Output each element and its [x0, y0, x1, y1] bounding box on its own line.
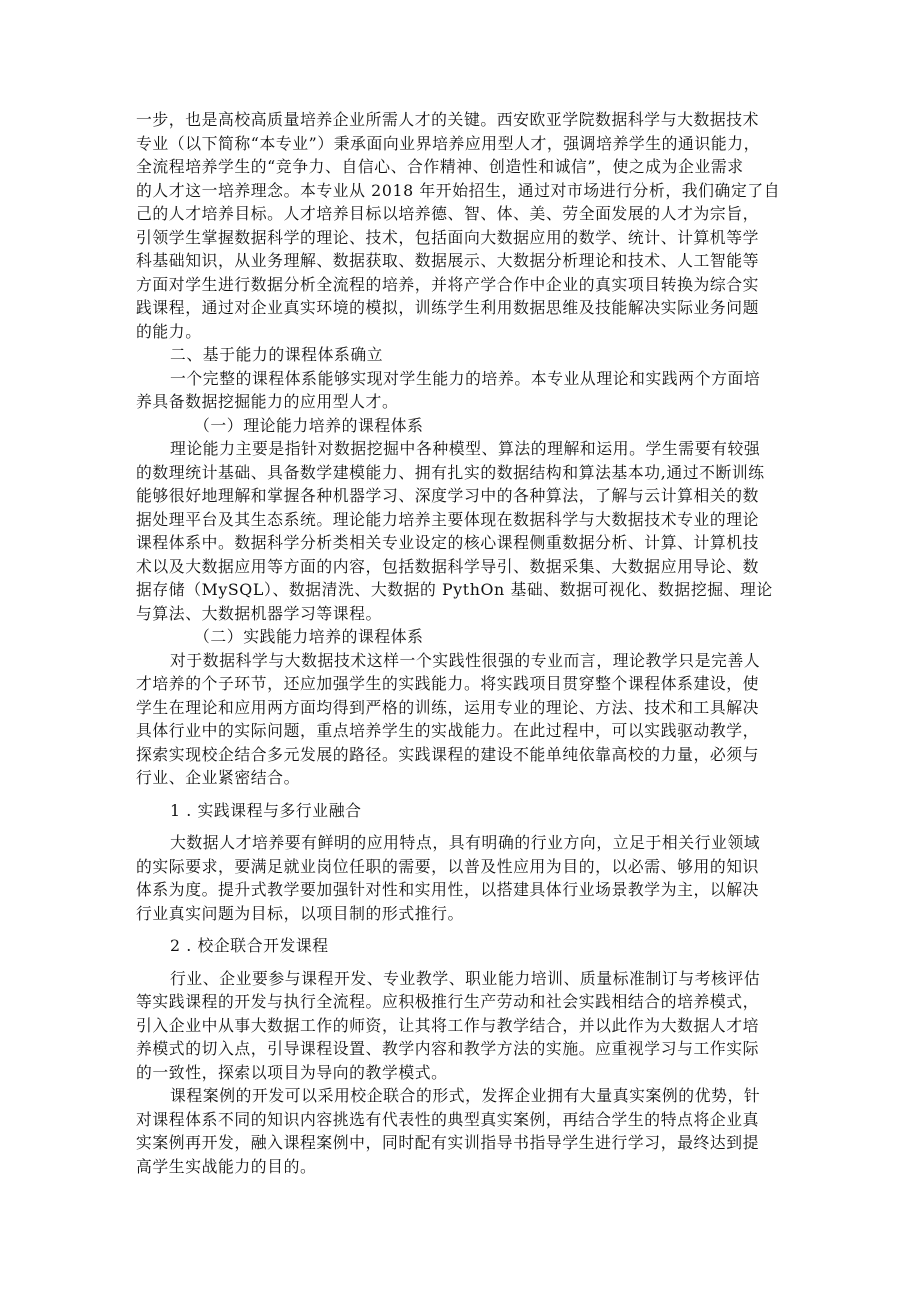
text-line: 大数据人才培养要有鲜明的应用特点，具有明确的行业方向，立足于相关行业领域	[170, 833, 761, 852]
text-line: 学生在理论和应用两方面均得到严格的训练，运用专业的理论、方法、技术和工具解决	[136, 697, 760, 717]
text-line: 的能力。	[136, 321, 202, 341]
text-line: 术以及大数据应用等方面的内容，包括数据科学导引、数据采集、大数据应用导论、数	[136, 556, 760, 576]
text-line: 二、基于能力的课程体系确立	[170, 345, 384, 364]
text-line: 科基础知识，从业务理解、数据获取、数据展示、大数据分析理论和技术、人工智能等	[136, 251, 760, 270]
text-line: 养具备数据挖掘能力的应用型人才。	[136, 392, 399, 411]
text-line: 行业、企业要参与课程开发、专业教学、职业能力培训、质量标准制订与考核评估	[170, 968, 761, 988]
text-line: 对课程体系不同的知识内容挑选有代表性的典型真实案例，再结合学生的特点将企业真	[136, 1109, 760, 1129]
text-line: 课程体系中。数据科学分析类相关专业设定的核心课程侧重数据分析、计算、计算机技	[136, 533, 760, 552]
text-line: 一步，也是高校高质量培养企业所需人才的关键。西安欧亚学院数据科学与大数据技术	[136, 110, 760, 129]
text-line: （一）理论能力培养的课程体系	[194, 415, 424, 435]
text-line: 具体行业中的实际问题，重点培养学生的实战能力。在此过程中，可以实践驱动教学，	[136, 721, 760, 740]
text-line: 引入企业中从事大数据工作的师资，让其将工作与教学结合，并以此作为大数据人才培	[136, 1015, 760, 1035]
text-line: 专业（以下简称“本专业”）秉承面向业界培养应用型人才，强调培养学生的通识能力，	[136, 133, 761, 153]
text-line: 全流程培养学生的“竞争力、自信心、合作精神、创造性和诚信”，使之成为企业需求	[136, 157, 744, 176]
text-line: （二）实践能力培养的课程体系	[194, 627, 424, 646]
text-line: 据处理平台及其生态系统。理论能力培养主要体现在数据科学与大数据技术专业的理论	[136, 509, 760, 529]
text-line: 行业、企业紧密结合。	[136, 768, 300, 787]
document-body	[136, 108, 786, 1178]
text-line: 1 . 实践课程与多行业融合	[170, 800, 362, 820]
text-line: 才培养的个子环节，还应加强学生的实践能力。将实践项目贯穿整个课程体系建设，使	[136, 674, 760, 693]
text-line: 实案例再开发，融入课程案例中，同时配有实训指导书指导学生进行学习，最终达到提	[136, 1133, 760, 1152]
text-line: 据存储（MySQL）、数据清洗、大数据的 PythOn 基础、数据可视化、数据挖掘、理论	[136, 580, 773, 599]
text-line: 理论能力主要是指针对数据挖掘中各种模型、算法的理解和运用。学生需要有较强	[170, 439, 761, 458]
text-line: 等实践课程的开发与执行全流程。应积极推行生产劳动和社会实践相结合的培养模式，	[136, 992, 760, 1011]
text-line: 与算法、大数据机器学习等课程。	[136, 603, 382, 623]
text-line: 的一致性，探索以项目为导向的教学模式。	[136, 1062, 448, 1082]
text-line: 己的人才培养目标。人才培养目标以培养德、智、体、美、劳全面发展的人才为宗旨，	[136, 204, 760, 223]
text-line: 2 . 校企联合开发课程	[170, 936, 329, 955]
text-line: 课程案例的开发可以采用校企联合的形式，发挥企业拥有大量真实案例的优势，针	[170, 1086, 761, 1105]
text-line: 一个完整的课程体系能够实现对学生能力的培养。本专业从理论和实践两个方面培	[170, 368, 761, 388]
text-line: 对于数据科学与大数据技术这样一个实践性很强的专业而言，理论教学只是完善人	[170, 650, 761, 670]
text-line: 能够很好地理解和掌握各种机器学习、深度学习中的各种算法，了解与云计算相关的数	[136, 486, 760, 505]
text-line: 的人才这一培养理念。本专业从 2018 年开始招生，通过对市场进行分析，我们确定了自	[136, 180, 781, 200]
text-line: 养模式的切入点，引导课程设置、教学内容和教学方法的实施。应重视学习与工作实际	[136, 1039, 760, 1058]
text-line: 践课程，通过对企业真实环境的模拟，训练学生利用数据思维及技能解决实际业务问题	[136, 298, 760, 317]
text-line: 行业真实问题为目标，以项目制的形式推行。	[136, 903, 464, 923]
text-line: 方面对学生进行数据分析全流程的培养，并将产学合作中企业的真实项目转换为综合实	[136, 274, 760, 294]
text-line: 高学生实战能力的目的。	[136, 1156, 317, 1176]
text-line: 的实际要求，要满足就业岗位任职的需要，以普及性应用为目的，以必需、够用的知识	[136, 856, 760, 876]
text-line: 体系为度。提升式教学要加强针对性和实用性，以搭建具体行业场景教学为主，以解决	[136, 880, 760, 899]
text-line: 的数理统计基础、具备数学建模能力、拥有扎实的数据结构和算法基本功,通过不断训练	[136, 462, 765, 482]
text-line: 引领学生掌握数据科学的理论、技术，包括面向大数据应用的数学、统计、计算机等学	[136, 227, 760, 247]
text-line: 探索实现校企结合多元发展的路径。实践课程的建设不能单纯依靠高校的力量，必须与	[136, 744, 760, 764]
